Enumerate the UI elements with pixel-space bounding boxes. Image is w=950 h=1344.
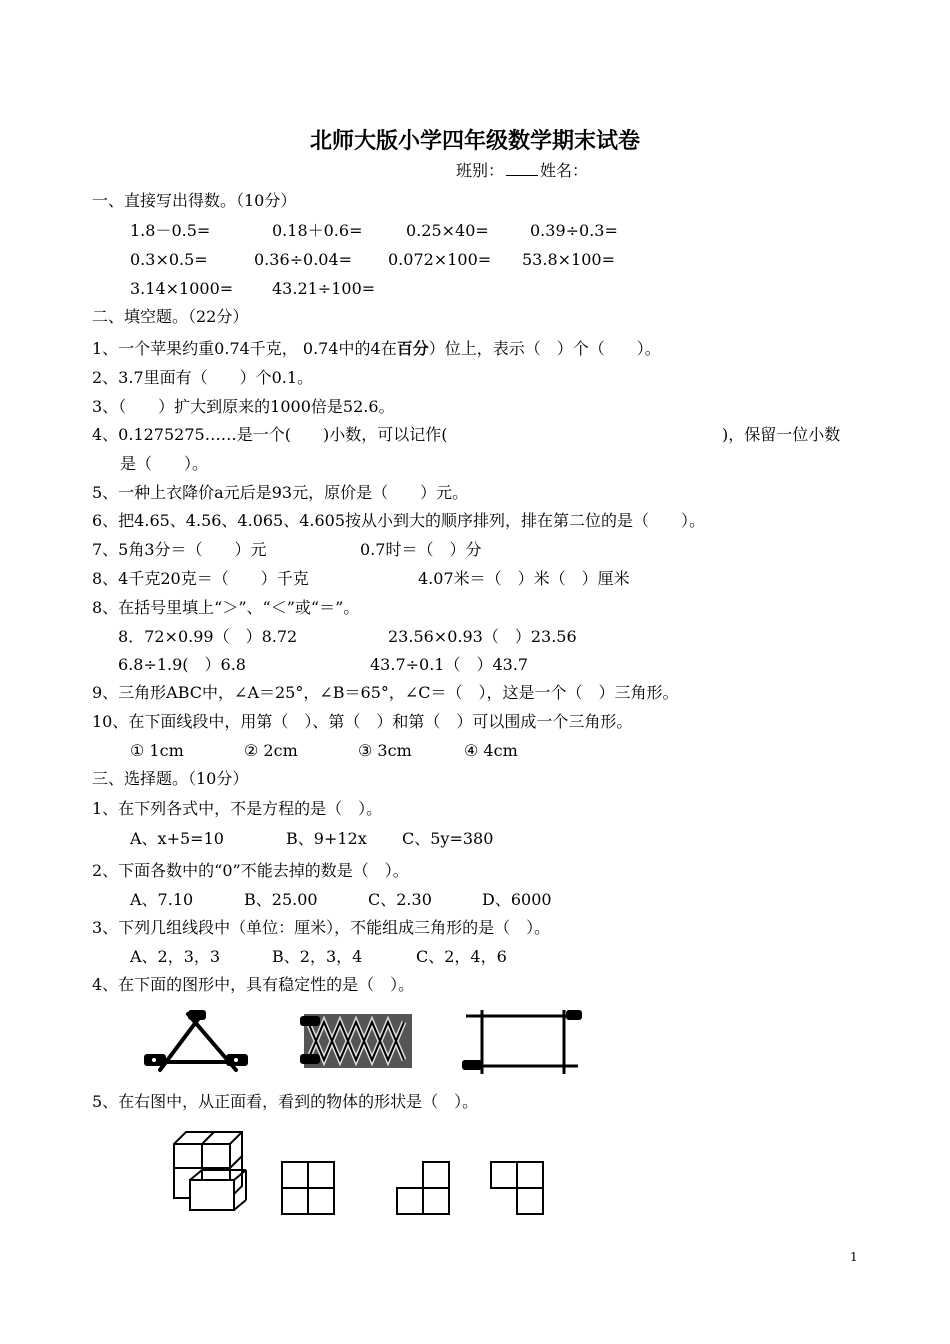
rectangle-frame-figure: [460, 1008, 584, 1076]
q1-pre: 1、一个苹果约重0.74千克， 0.74中的4在: [92, 339, 397, 358]
section1-heading: 一、直接写出得数。（10分）: [92, 191, 297, 210]
fill-question-8a: 8、4千克20克＝（ ）千克: [92, 569, 309, 588]
fill-question-7a: 7、5角3分＝（ ）元: [92, 540, 267, 559]
page-title: 北师大版小学四年级数学期末试卷: [309, 129, 640, 154]
calc-item: 0.18＋0.6=: [272, 221, 363, 240]
fill-question-7b: 0.7时＝（ ）分: [360, 540, 482, 559]
calc-item: 3.14×1000=: [130, 279, 234, 298]
choice-option: D、6000: [482, 890, 552, 909]
fill-question-10: 10、在下面线段中，用第（ ）、第（ ）和第（ ）可以围成一个三角形。: [92, 712, 633, 731]
calc-item: 0.39÷0.3=: [530, 221, 618, 240]
choice-option: C、2，4，6: [416, 947, 507, 966]
calc-item: 43.21÷100=: [272, 279, 376, 298]
fill-question-4: 4、0.1275275……是一个( )小数，可以记作(: [92, 425, 448, 444]
section3-heading: 三、选择题。（10分）: [92, 769, 249, 788]
segment-option: ③ 3cm: [358, 741, 412, 760]
calc-item: 0.072×100=: [388, 250, 492, 269]
q1-post: ）位上，表示（ ）个（ ）。: [428, 339, 661, 358]
choice-option: C、2.30: [368, 890, 432, 909]
fill-question-9: 9、三角形ABC中，∠A＝25°，∠B＝65°，∠C＝（ ），这是一个（ ）三角形。: [92, 683, 679, 702]
triangle-frame-figure: [140, 1008, 252, 1076]
fill-question-8b: 4.07米＝（ ）米（ ）厘米: [418, 569, 630, 588]
choice-option: A、2，3，3: [130, 947, 221, 966]
name-label: 姓名：: [540, 161, 589, 180]
choice-option: A、x+5=10: [130, 829, 224, 848]
q1-bold: 百分: [396, 339, 429, 358]
student-info: [456, 161, 588, 181]
compare-item: 23.56×0.93（ ）23.56: [388, 627, 577, 646]
view-option-a-figure: [280, 1160, 336, 1216]
choice-question-4: 4、在下面的图形中，具有稳定性的是（ ）。: [92, 975, 415, 994]
cube-stack-figure: [172, 1130, 250, 1212]
choice-option: B、9+12x: [286, 829, 367, 848]
compare-item: 8．72×0.99（ ）8.72: [118, 627, 298, 646]
choice-option: B、25.00: [244, 890, 318, 909]
section2-heading: 二、填空题。（22分）: [92, 307, 249, 326]
fill-question-3: 3、（ ）扩大到原来的1000倍是52.6。: [92, 397, 395, 416]
choice-question-3: 3、下列几组线段中（单位：厘米），不能组成三角形的是（ ）。: [92, 918, 551, 937]
choice-option: C、5y=380: [402, 829, 494, 848]
compare-item: 43.7÷0.1（ ）43.7: [370, 655, 529, 674]
fill-question-1: [92, 339, 661, 359]
fill-question-8c: 8、在括号里填上“＞”、“＜”或“＝”。: [92, 598, 360, 617]
choice-option: A、7.10: [130, 890, 194, 909]
lattice-frame-figure: [300, 1010, 416, 1072]
page-number: 1: [850, 1250, 858, 1264]
segment-option: ② 2cm: [244, 741, 298, 760]
compare-item: 6.8÷1.9( ）6.8: [118, 655, 246, 674]
fill-question-6: 6、把4.65、4.56、4.065、4.605按从小到大的顺序排列，排在第二位的是（ ）。: [92, 511, 706, 530]
choice-question-5: 5、在右图中，从正面看，看到的物体的形状是（ ）。: [92, 1092, 479, 1111]
view-option-b-figure: [395, 1160, 451, 1216]
class-blank[interactable]: [506, 161, 538, 176]
view-option-c-figure: [489, 1160, 545, 1216]
calc-item: 0.25×40=: [406, 221, 489, 240]
fill-question-4-tail: )，保留一位小数: [722, 425, 841, 444]
segment-option: ④ 4cm: [464, 741, 518, 760]
calc-item: 53.8×100=: [522, 250, 615, 269]
choice-question-2: 2、下面各数中的“0”不能去掉的数是（ ）。: [92, 861, 409, 880]
class-label: 班别：: [456, 161, 505, 180]
segment-option: ① 1cm: [130, 741, 184, 760]
calc-item: 0.3×0.5=: [130, 250, 208, 269]
fill-question-4-cont: 是（ ）。: [120, 454, 209, 473]
calc-item: 0.36÷0.04=: [254, 250, 353, 269]
fill-question-5: 5、一种上衣降价a元后是93元，原价是（ ）元。: [92, 483, 469, 502]
choice-question-1: 1、在下列各式中，不是方程的是（ ）。: [92, 799, 383, 818]
calc-item: 1.8－0.5=: [130, 221, 211, 240]
choice-option: B、2，3，4: [272, 947, 363, 966]
fill-question-2: 2、3.7里面有（ ）个0.1。: [92, 368, 314, 387]
